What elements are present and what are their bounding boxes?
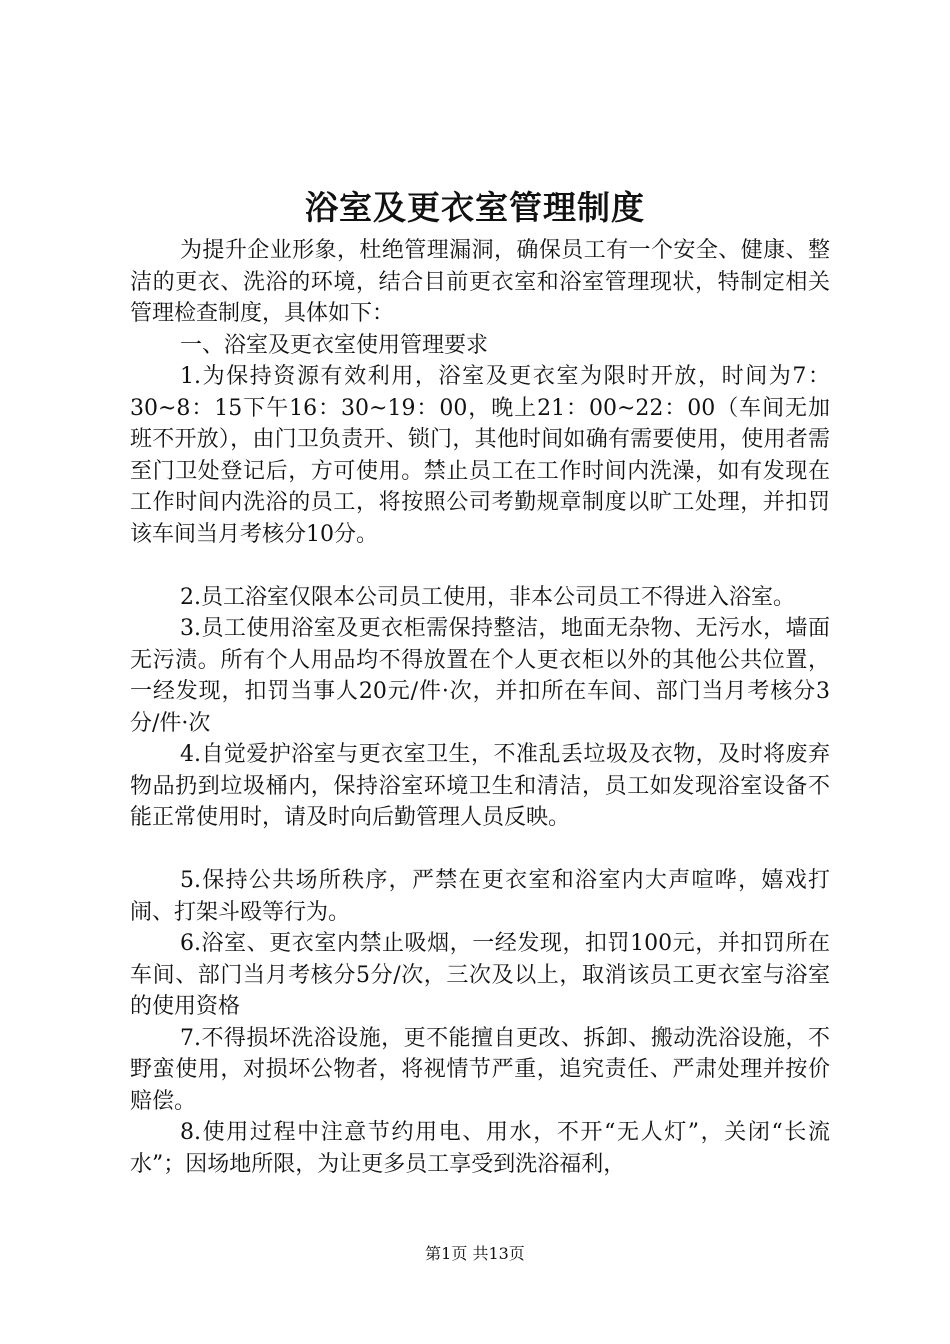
rule-item-8: 8.使用过程中注意节约用电、用水，不开“无人灯”，关闭“长流水”；因场地所限，为让更多员工享受到洗浴福利， [130, 1120, 830, 1177]
rule-item-7: 7.不得损坏洗浴设施，更不能擅自更改、拆卸、搬动洗浴设施，不野蛮使用，对损坏公物者，将视情节严重，追究责任、严肃处理并按价赔偿。 [130, 1025, 830, 1114]
document-body [130, 235, 830, 1180]
rule-item-5: 5.保持公共场所秩序，严禁在更衣室和浴室内大声喧哗，嬉戏打闹、打架斗殴等行为。 [130, 868, 830, 925]
rule-item-6: 6.浴室、更衣室内禁止吸烟，一经发现，扣罚100元，并扣罚所在车间、部门当月考核分5分/次，三次及以上，取消该员工更衣室与浴室的使用资格 [130, 931, 830, 1019]
intro-paragraph: 为提升企业形象，杜绝管理漏洞，确保员工有一个安全、健康、整洁的更衣、洗浴的环境，结合目前更衣室和浴室管理现状，特制定相关管理检查制度，具体如下： [130, 238, 830, 326]
rule-item-3: 3.员工使用浴室及更衣柜需保持整洁，地面无杂物、无污水，墙面无污渍。所有个人用品均不得放置在个人更衣柜以外的其他公共位置，一经发现，扣罚当事人20元/件·次，并扣所在车间、部门当月考核分3分/件·次 [130, 616, 830, 736]
page-footer: 第1页 共13页 [425, 1244, 525, 1263]
section-heading: 一、浴室及更衣室使用管理要求 [180, 332, 489, 358]
rule-item-4: 4.自觉爱护浴室与更衣室卫生，不准乱丢垃圾及衣物，及时将废弃物品扔到垃圾桶内，保持浴室环境卫生和清洁，员工如发现浴室设备不能正常使用时，请及时向后勤管理人员反映。 [130, 742, 830, 830]
rule-item-2: 2.员工浴室仅限本公司员工使用，非本公司员工不得进入浴室。 [180, 584, 795, 610]
document-title: 浴室及更衣室管理制度 [305, 188, 645, 227]
rule-item-1: 1.为保持资源有效利用，浴室及更衣室为限时开放，时间为7：30~8：15下午16：30~19：00，晚上21：00~22：00（车间无加班不开放），由门卫负责开、锁门，其他时间如确有需要使用，使用者需至门卫处登记后，方可使用。禁止员工在工作时间内洗澡，如有发现在工作时间内洗浴的员工，将按照公司考勤规章制度以旷工处理，并扣罚该车间当月考核分10分。 [130, 364, 830, 547]
